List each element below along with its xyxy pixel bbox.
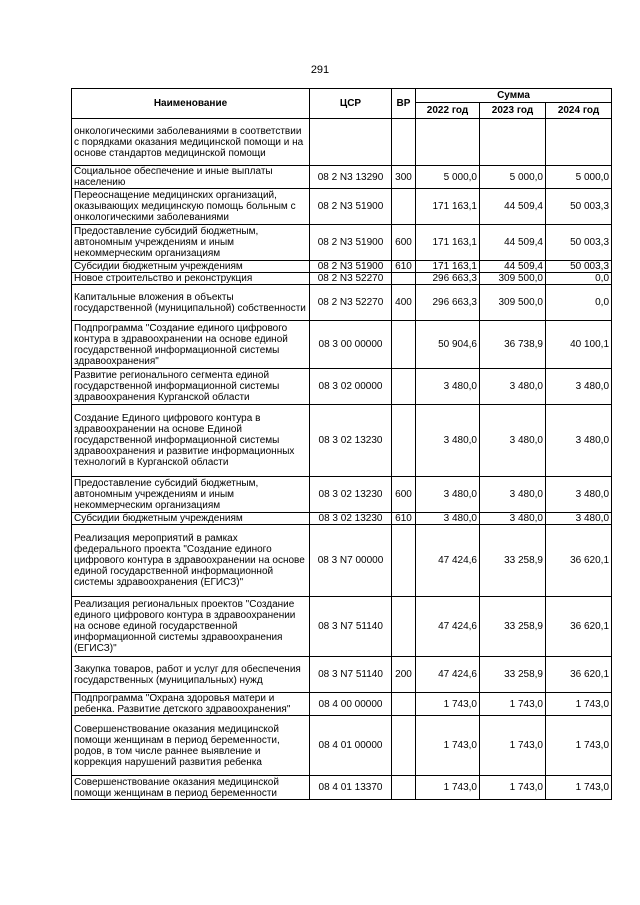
header-sum: Сумма	[416, 89, 612, 103]
table-row	[72, 477, 612, 513]
row-2022: 50 904,6	[416, 321, 480, 369]
row-vr: 200	[392, 657, 416, 693]
row-csr: 08 4 01 00000	[310, 716, 392, 776]
row-csr: 08 3 N7 51140	[310, 597, 392, 657]
row-2023: 309 500,0	[480, 273, 546, 285]
row-vr	[392, 273, 416, 285]
row-2024: 50 003,3	[546, 189, 612, 225]
row-2022: 296 663,3	[416, 273, 480, 285]
header-2023: 2023 год	[480, 103, 546, 119]
row-csr: 08 3 02 00000	[310, 369, 392, 405]
row-2024: 36 620,1	[546, 657, 612, 693]
table-row	[72, 513, 612, 525]
row-name: Создание Единого цифрового контура в здравоохранении на основе Единой государственной информационной системы здравоохранения и развитие информационных технологий в Курганской области	[72, 405, 310, 477]
row-name: Реализация региональных проектов "Создание единого цифрового контура в здравоохранении на основе единой государственной информационной системы здравоохранения (ЕГИСЗ)"	[72, 597, 310, 657]
row-name: Совершенствование оказания медицинской помощи женщинам в период беременности	[72, 776, 310, 800]
row-2022: 47 424,6	[416, 597, 480, 657]
row-name: Новое строительство и реконструкция	[72, 273, 310, 285]
table-row	[72, 321, 612, 369]
row-vr	[392, 321, 416, 369]
table-row	[72, 693, 612, 716]
row-2022: 1 743,0	[416, 693, 480, 716]
budget-table	[71, 88, 612, 800]
row-2023: 3 480,0	[480, 477, 546, 513]
row-2022: 47 424,6	[416, 657, 480, 693]
row-csr: 08 3 N7 00000	[310, 525, 392, 597]
row-2024: 0,0	[546, 285, 612, 321]
row-vr	[392, 405, 416, 477]
row-2024: 0,0	[546, 273, 612, 285]
row-2023: 33 258,9	[480, 657, 546, 693]
row-csr: 08 3 02 13230	[310, 405, 392, 477]
row-name: Развитие регионального сегмента единой государственной информационной системы здравоохранения Курганской области	[72, 369, 310, 405]
header-vr: ВР	[392, 89, 416, 119]
row-csr: 08 4 01 13370	[310, 776, 392, 800]
table-row	[72, 166, 612, 189]
row-csr: 08 2 N3 52270	[310, 273, 392, 285]
row-2023: 33 258,9	[480, 597, 546, 657]
table-row	[72, 285, 612, 321]
row-name: Социальное обеспечение и иные выплаты населению	[72, 166, 310, 189]
row-2024: 3 480,0	[546, 405, 612, 477]
table-row	[72, 405, 612, 477]
table-row	[72, 716, 612, 776]
table-body	[72, 119, 612, 800]
row-2023: 1 743,0	[480, 693, 546, 716]
row-2023: 33 258,9	[480, 525, 546, 597]
row-vr	[392, 597, 416, 657]
row-2024: 1 743,0	[546, 693, 612, 716]
row-name: онкологическими заболеваниями в соответствии с порядками оказания медицинской помощи и на основе стандартов медицинской помощи	[72, 119, 310, 166]
row-csr: 08 2 N3 51900	[310, 189, 392, 225]
row-2022: 3 480,0	[416, 513, 480, 525]
row-vr: 400	[392, 285, 416, 321]
row-csr: 08 2 N3 13290	[310, 166, 392, 189]
table-row	[72, 119, 612, 166]
row-2023: 36 738,9	[480, 321, 546, 369]
row-2023: 44 509,4	[480, 189, 546, 225]
row-vr: 610	[392, 261, 416, 273]
row-2023: 3 480,0	[480, 405, 546, 477]
row-2023: 309 500,0	[480, 285, 546, 321]
row-csr: 08 3 02 13230	[310, 513, 392, 525]
row-2022: 3 480,0	[416, 477, 480, 513]
row-2024: 1 743,0	[546, 776, 612, 800]
row-2022: 3 480,0	[416, 405, 480, 477]
row-csr: 08 3 N7 51140	[310, 657, 392, 693]
row-2022	[416, 119, 480, 166]
row-2024: 50 003,3	[546, 261, 612, 273]
row-2022: 171 163,1	[416, 261, 480, 273]
row-vr	[392, 119, 416, 166]
row-2022: 1 743,0	[416, 716, 480, 776]
row-2023: 1 743,0	[480, 776, 546, 800]
table-row	[72, 261, 612, 273]
table-row	[72, 273, 612, 285]
row-vr	[392, 369, 416, 405]
row-csr: 08 3 02 13230	[310, 477, 392, 513]
row-2022: 171 163,1	[416, 189, 480, 225]
row-vr	[392, 693, 416, 716]
row-2022: 1 743,0	[416, 776, 480, 800]
row-vr	[392, 716, 416, 776]
row-name: Субсидии бюджетным учреждениям	[72, 261, 310, 273]
row-csr: 08 4 00 00000	[310, 693, 392, 716]
row-2024: 40 100,1	[546, 321, 612, 369]
row-csr: 08 2 N3 51900	[310, 225, 392, 261]
row-name: Переоснащение медицинских организаций, оказывающих медицинскую помощь больным с онкологическими заболеваниями	[72, 189, 310, 225]
table-row	[72, 525, 612, 597]
row-2024: 1 743,0	[546, 716, 612, 776]
row-vr	[392, 189, 416, 225]
row-name: Реализация мероприятий в рамках федерального проекта "Создание единого цифрового контура в здравоохранении на основе единой государственной информационной системы здравоохранения (ЕГИСЗ)"	[72, 525, 310, 597]
row-vr: 600	[392, 477, 416, 513]
row-csr	[310, 119, 392, 166]
row-csr: 08 2 N3 52270	[310, 285, 392, 321]
header-csr: ЦСР	[310, 89, 392, 119]
row-2023: 5 000,0	[480, 166, 546, 189]
row-2022: 5 000,0	[416, 166, 480, 189]
row-2023: 1 743,0	[480, 716, 546, 776]
row-2024: 50 003,3	[546, 225, 612, 261]
row-name: Закупка товаров, работ и услуг для обеспечения государственных (муниципальных) нужд	[72, 657, 310, 693]
row-name: Совершенствование оказания медицинской помощи женщинам в период беременности, родов, в том числе раннее выявление и коррекция нарушений развития ребенка	[72, 716, 310, 776]
row-2023: 3 480,0	[480, 513, 546, 525]
row-2024	[546, 119, 612, 166]
table-row	[72, 369, 612, 405]
row-vr: 610	[392, 513, 416, 525]
row-2024: 36 620,1	[546, 597, 612, 657]
row-name: Подпрограмма "Охрана здоровья матери и ребенка. Развитие детского здравоохранения"	[72, 693, 310, 716]
row-name: Предоставление субсидий бюджетным, автономным учреждениям и иным некоммерческим организациям	[72, 225, 310, 261]
header-name: Наименование	[72, 89, 310, 119]
row-vr	[392, 776, 416, 800]
row-name: Подпрограмма "Создание единого цифрового контура в здравоохранении на основе единой государственной информационной системы здравоохранения"	[72, 321, 310, 369]
row-csr: 08 2 N3 51900	[310, 261, 392, 273]
row-2022: 296 663,3	[416, 285, 480, 321]
row-name: Капитальные вложения в объекты государственной (муниципальной) собственности	[72, 285, 310, 321]
row-2023: 3 480,0	[480, 369, 546, 405]
header-2022: 2022 год	[416, 103, 480, 119]
row-vr: 600	[392, 225, 416, 261]
table-row	[72, 657, 612, 693]
row-2023: 44 509,4	[480, 225, 546, 261]
row-name: Субсидии бюджетным учреждениям	[72, 513, 310, 525]
table-row	[72, 776, 612, 800]
row-2024: 3 480,0	[546, 513, 612, 525]
table-row	[72, 189, 612, 225]
page-number: 291	[310, 64, 330, 76]
row-csr: 08 3 00 00000	[310, 321, 392, 369]
row-2024: 3 480,0	[546, 369, 612, 405]
table-row	[72, 597, 612, 657]
row-2024: 36 620,1	[546, 525, 612, 597]
row-2022: 47 424,6	[416, 525, 480, 597]
row-2022: 3 480,0	[416, 369, 480, 405]
row-2022: 171 163,1	[416, 225, 480, 261]
header-2024: 2024 год	[546, 103, 612, 119]
row-name: Предоставление субсидий бюджетным, автономным учреждениям и иным некоммерческим организациям	[72, 477, 310, 513]
table-row	[72, 225, 612, 261]
row-2024: 5 000,0	[546, 166, 612, 189]
row-2023: 44 509,4	[480, 261, 546, 273]
row-vr	[392, 525, 416, 597]
row-vr: 300	[392, 166, 416, 189]
row-2024: 3 480,0	[546, 477, 612, 513]
row-2023	[480, 119, 546, 166]
